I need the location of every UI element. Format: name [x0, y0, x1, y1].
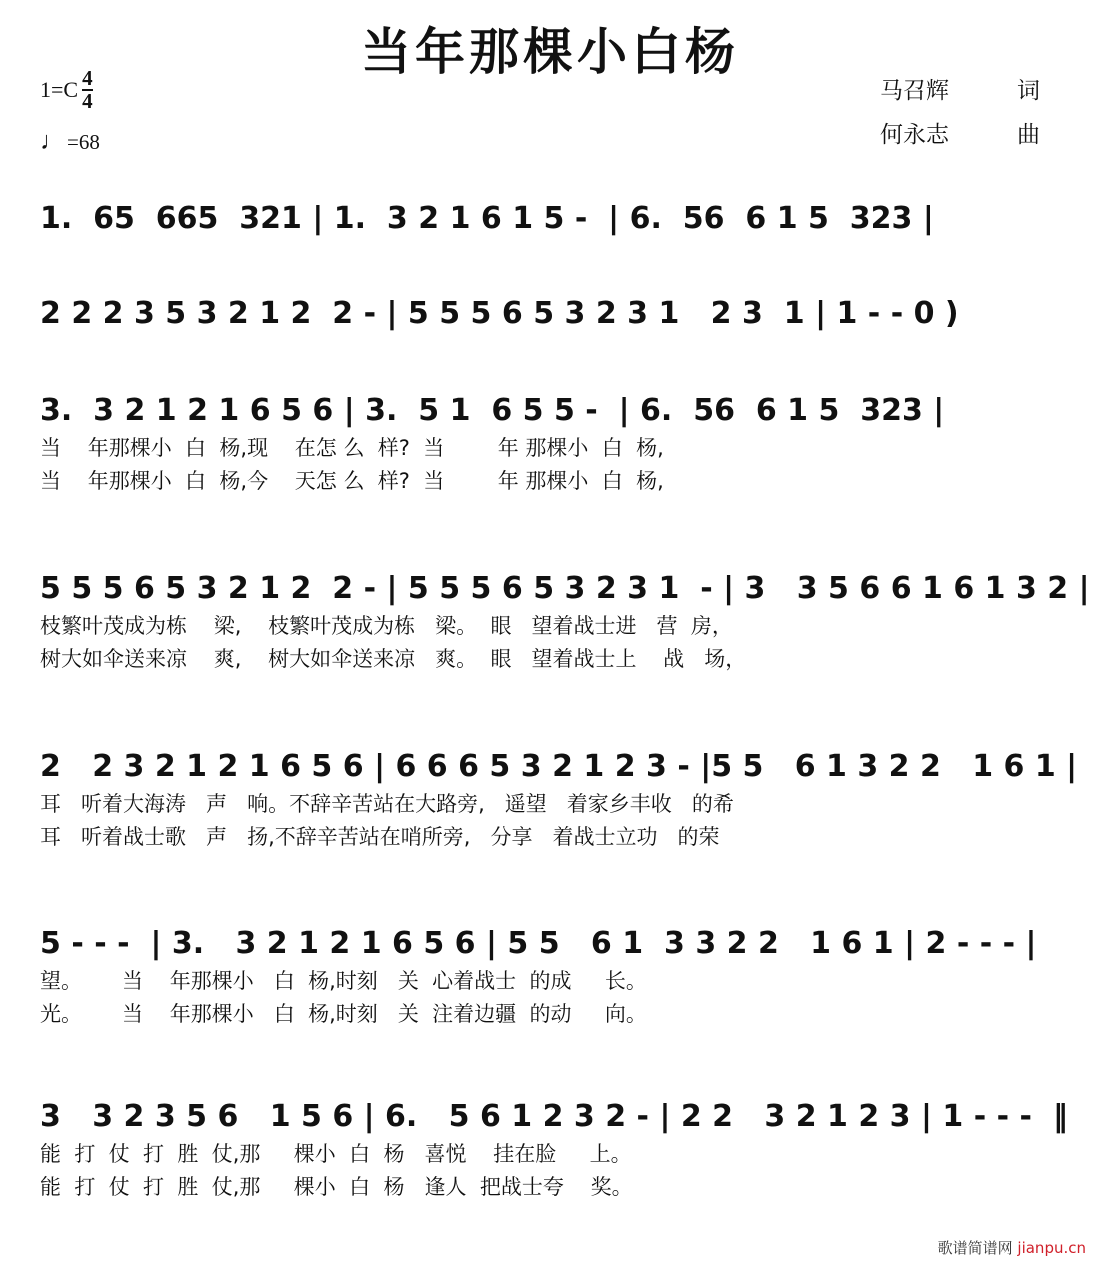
credits-block — [880, 70, 1040, 157]
notation-line: 2 2 2 3 5 3 2 1 2 2 - | 5 5 5 6 5 3 2 3 1 2 3 1 | 1 - - 0 ) — [40, 296, 959, 331]
music-system — [40, 570, 1090, 676]
lyric-line-verse1: 望。 当 年那棵小 白 杨,时刻 关 心着战士 的成 长。 — [40, 968, 647, 993]
lyric-line-verse1: 耳 听着大海涛 声 响。不辞辛苦站在大路旁, 遥望 着家乡丰收 的希 — [40, 791, 734, 816]
notation-line: 3 3 2 3 5 6 1 5 6 | 6. 5 6 1 2 3 2 - | 2 2 3 2 1 2 3 | 1 - - - ‖ — [40, 1099, 1068, 1134]
time-signature-numerator: 4 — [82, 66, 93, 90]
time-signature-denominator: 4 — [82, 89, 93, 113]
lyric-line-verse2: 树大如伞送来凉 爽, 树大如伞送来凉 爽。 眼 望着战士上 战 场， — [40, 647, 747, 672]
lyric-line-verse2: 当 年那棵小 白 杨,今 天怎 么 样? 当 年 那棵小 白 杨, — [40, 469, 664, 494]
tempo-value: =68 — [67, 129, 100, 154]
notation-line: 2 2 3 2 1 2 1 6 5 6 | 6 6 6 5 3 2 1 2 3 - |5 5 6 1 3 2 2 1 6 1 | — [40, 749, 1078, 784]
notation-line: 5 - - - | 3. 3 2 1 2 1 6 5 6 | 5 5 6 1 3 3 2 2 1 6 1 | 2 - - - | — [40, 926, 1037, 961]
notation-line: 3. 3 2 1 2 1 6 5 6 | 3. 5 1 6 5 5 - | 6. 56 6 1 5 323 | — [40, 393, 945, 428]
key-label: 1=C — [40, 77, 79, 102]
music-system — [40, 1098, 1068, 1204]
lyricist-role: 词 — [1017, 78, 1040, 104]
site-name-cn: 歌谱简谱网 — [937, 1239, 1013, 1257]
lyric-line-verse2: 能 打 仗 打 胜 仗,那 棵小 白 杨 逢人 把战士夸 奖。 — [40, 1175, 633, 1200]
composer-name: 何永志 — [880, 121, 949, 148]
lyric-line-verse2: 耳 听着战士歌 声 扬,不辞辛苦站在哨所旁, 分享 着战士立功 的荣 — [40, 825, 720, 850]
composer-line — [880, 114, 1040, 158]
lyric-line-verse1: 枝繁叶茂成为栋 梁, 枝繁叶茂成为栋 梁。 眼 望着战士进 营 房， — [40, 613, 733, 638]
music-system — [40, 392, 1060, 498]
music-system — [40, 295, 1060, 333]
time-signature — [82, 68, 93, 112]
quarter-note-icon: ♩ — [40, 128, 65, 155]
page-title: 当年那棵小白杨 — [361, 23, 739, 81]
site-credit — [938, 1237, 1086, 1258]
notation-line: 1. 65 665 321 | 1. 3 2 1 6 1 5 - | 6. 56 6 1 5 323 | — [40, 201, 934, 236]
lyric-line-verse1: 能 打 仗 打 胜 仗,那 棵小 白 杨 喜悦 挂在脸 上。 — [40, 1141, 632, 1166]
music-system — [40, 925, 1060, 1031]
key-signature-block — [40, 68, 100, 156]
site-name-en: jianpu.cn — [1017, 1239, 1086, 1257]
notation-line: 5 5 5 6 5 3 2 1 2 2 - | 5 5 5 6 5 3 2 3 1 - | 3 3 5 6 6 1 6 1 3 2 | — [40, 571, 1090, 606]
tempo-marking — [40, 128, 100, 156]
music-system — [40, 200, 1060, 238]
music-system — [40, 748, 1078, 854]
lyric-line-verse1: 当 年那棵小 白 杨,现 在怎 么 样? 当 年 那棵小 白 杨, — [40, 435, 664, 460]
lyric-line-verse2: 光。 当 年那棵小 白 杨,时刻 关 注着边疆 的动 向。 — [40, 1002, 647, 1027]
lyricist-name: 马召辉 — [880, 78, 949, 104]
composer-role: 曲 — [1017, 121, 1040, 148]
lyricist-line — [880, 70, 1040, 114]
